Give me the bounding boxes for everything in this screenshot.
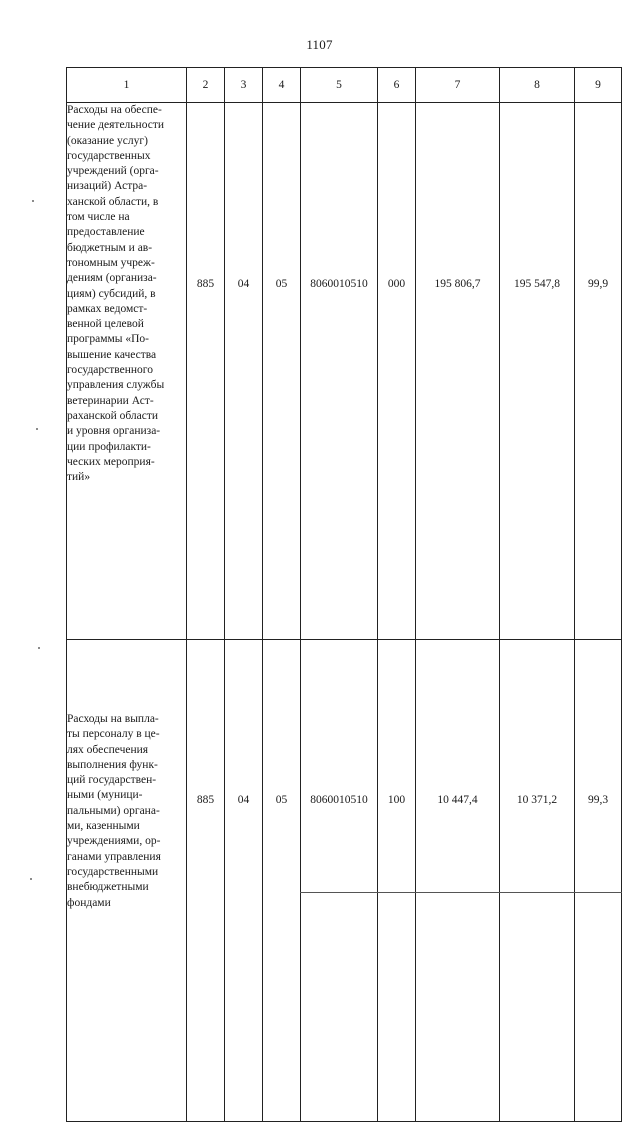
- page-number: 1107: [306, 37, 333, 52]
- description-line: венной целевой: [67, 318, 144, 331]
- description-line: рамках ведомст-: [67, 302, 148, 315]
- expense-type-cell: 100: [378, 640, 416, 1122]
- description-line: том числе на: [67, 211, 130, 224]
- target-article-cell: 8060010510: [301, 103, 378, 640]
- description-line: бюджетным и ав-: [67, 241, 153, 254]
- description-line: Расходы на выпла-: [67, 713, 159, 725]
- description-line: ханской области, в: [67, 195, 159, 208]
- column-header: 9: [575, 68, 622, 103]
- section-code-cell: 04: [225, 103, 263, 640]
- description-line: ции профилакти-: [67, 440, 151, 453]
- description-line: предоставление: [67, 226, 145, 239]
- column-header: 1: [67, 68, 187, 103]
- description-line: чение деятельности: [67, 119, 165, 132]
- scan-speck: [38, 647, 40, 649]
- description-line: раханской области: [67, 409, 159, 422]
- description-line: дениям (организа-: [67, 272, 157, 285]
- description-line: ветеринарии Аст-: [67, 394, 154, 407]
- description-line: ческих мероприя-: [67, 455, 155, 468]
- description-line: ганами управления: [67, 850, 161, 863]
- description-line: ций государствен-: [67, 774, 157, 787]
- description-line: ными (муници-: [67, 789, 143, 802]
- subsection-code-cell: 05: [263, 103, 301, 640]
- column-header: 3: [225, 68, 263, 103]
- row-description: [67, 103, 187, 640]
- description-line: государственных: [67, 149, 151, 162]
- actual-amount-cell: 195 547,8: [500, 103, 575, 640]
- percent-cell: 99,9: [575, 103, 622, 640]
- description-line: Расходы на обеспе-: [67, 104, 162, 116]
- description-line: (оказание услуг): [67, 134, 148, 147]
- row-description: [67, 640, 187, 1122]
- section-code-cell: 04: [225, 640, 263, 1122]
- column-header: 7: [416, 68, 500, 103]
- agency-code-cell: 885: [187, 640, 225, 1122]
- description-line: внебюджетными: [67, 881, 149, 894]
- planned-amount-cell: 195 806,7: [416, 103, 500, 640]
- description-line: тономным учреж-: [67, 256, 155, 269]
- scan-speck: [36, 428, 38, 430]
- description-line: вышение качества: [67, 348, 157, 361]
- column-header: 4: [263, 68, 301, 103]
- description-line: тий»: [67, 471, 91, 484]
- description-line: циям) субсидий, в: [67, 287, 156, 300]
- description-line: учреждений (орга-: [67, 165, 159, 178]
- description-line: государственного: [67, 364, 153, 377]
- header-row: [67, 68, 622, 103]
- description-line: управления службы: [67, 379, 165, 392]
- description-line: и уровня организа-: [67, 425, 161, 438]
- description-line: учреждениями, ор-: [67, 835, 161, 848]
- agency-code-cell: 885: [187, 103, 225, 640]
- expense-type-cell: 000: [378, 103, 416, 640]
- table-row: [67, 640, 622, 1122]
- target-article-cell: 8060010510: [301, 640, 378, 1122]
- description-line: выполнения функ-: [67, 758, 158, 771]
- subsection-code-cell: 05: [263, 640, 301, 1122]
- description-line: программы «По-: [67, 333, 150, 346]
- column-header: 8: [500, 68, 575, 103]
- column-header: 5: [301, 68, 378, 103]
- scan-speck: [32, 200, 34, 202]
- percent-cell: 99,3: [575, 640, 622, 1122]
- budget-table: [66, 67, 622, 1122]
- scan-speck: [30, 878, 32, 880]
- bottom-scan-line: [300, 892, 622, 893]
- actual-amount-cell: 10 371,2: [500, 640, 575, 1122]
- description-line: лях обеспечения: [67, 743, 149, 756]
- column-header: 2: [187, 68, 225, 103]
- table-row: [67, 103, 622, 640]
- description-line: ты персоналу в це-: [67, 728, 160, 741]
- description-line: фондами: [67, 896, 111, 909]
- planned-amount-cell: 10 447,4: [416, 640, 500, 1122]
- description-line: государственными: [67, 865, 159, 878]
- column-header: 6: [378, 68, 416, 103]
- description-line: пальными) органа-: [67, 804, 160, 817]
- description-line: ми, казенными: [67, 820, 140, 833]
- description-line: низаций) Астра-: [67, 180, 148, 193]
